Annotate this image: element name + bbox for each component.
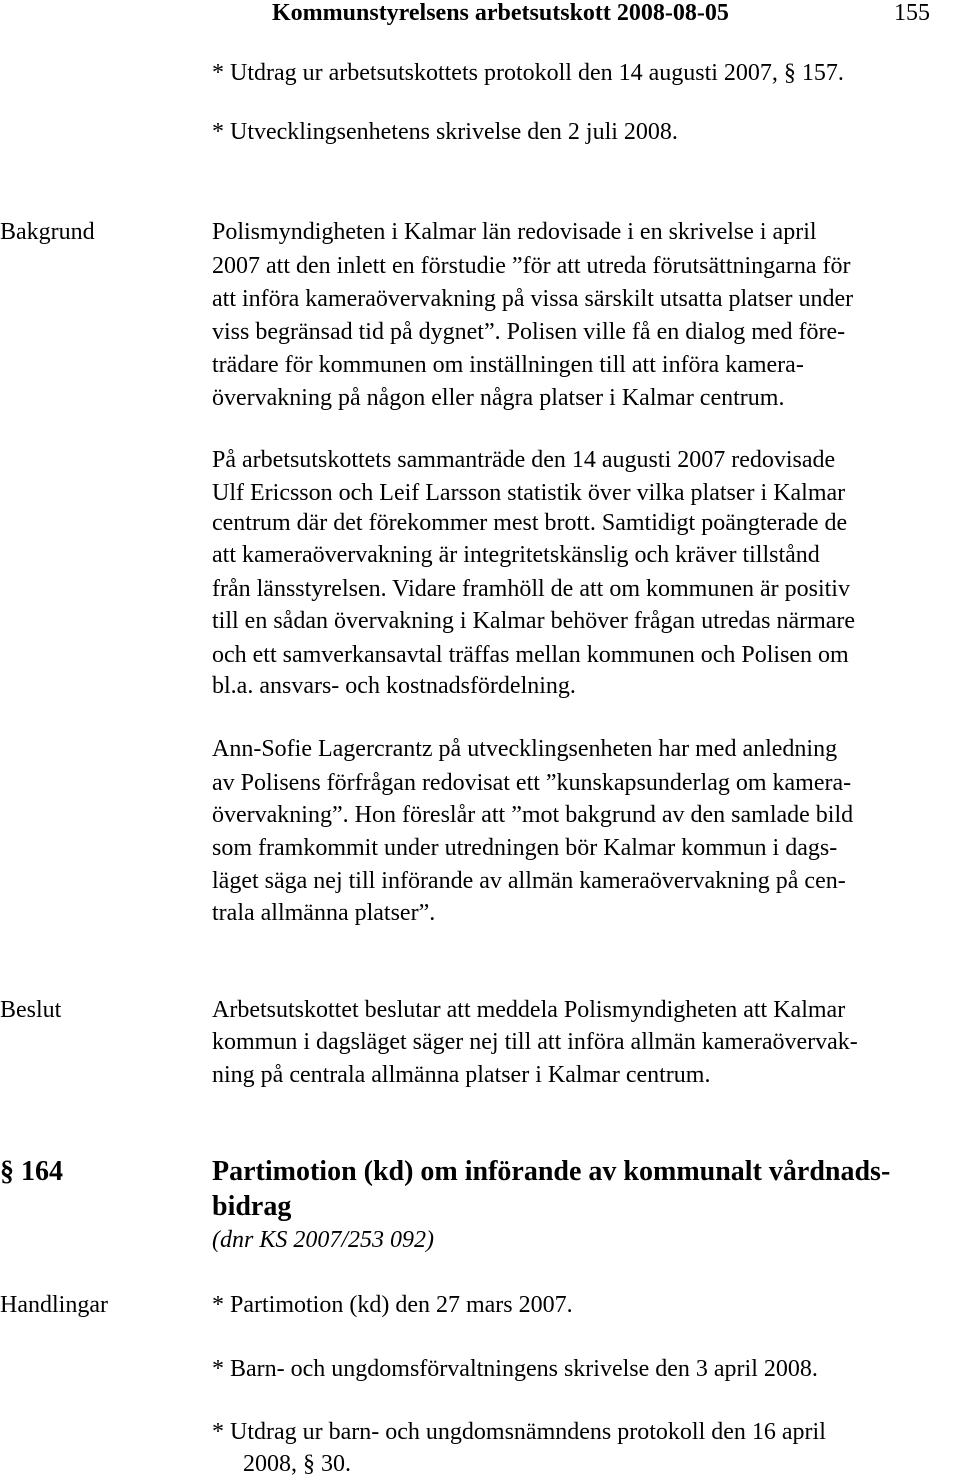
text-line: läget säga nej till införande av allmän kameraövervakning på cen- <box>212 868 846 894</box>
text-line: viss begränsad tid på dygnet”. Polisen ville få en dialog med före- <box>212 319 846 345</box>
list-item-continuation: 2008, § 30. <box>243 1451 351 1477</box>
text-line: från länsstyrelsen. Vidare framhöll de att om kommunen är positiv <box>212 576 850 602</box>
text-line: som framkommit under utredningen bör Kalmar kommun i dags- <box>212 835 838 861</box>
list-item: * Partimotion (kd) den 27 mars 2007. <box>212 1292 573 1318</box>
text-line: Polismyndigheten i Kalmar län redovisade i en skrivelse i april <box>212 219 817 245</box>
section-number: § 164 <box>0 1156 63 1187</box>
text-line: Arbetsutskottet beslutar att meddela Polismyndigheten att Kalmar <box>212 997 846 1023</box>
text-line: Ann-Sofie Lagercrantz på utvecklingsenheten har med anledning <box>212 736 838 762</box>
text-line: trala allmänna platser”. <box>212 900 436 926</box>
text-line: 2007 att den inlett en förstudie ”för att utreda förutsättningarna för <box>212 253 851 279</box>
page-number: 155 <box>894 0 930 26</box>
text-line: att kameraövervakning är integritetskänslig och kräver tillstånd <box>212 542 820 568</box>
text-line: att införa kameraövervakning på vissa särskilt utsatta platser under <box>212 286 854 312</box>
reference-item: * Utdrag ur arbetsutskottets protokoll den 14 augusti 2007, § 157. <box>212 60 844 86</box>
text-line: kommun i dagsläget säger nej till att införa allmän kameraövervak- <box>212 1029 858 1055</box>
text-line: övervakning på någon eller några platser i Kalmar centrum. <box>212 385 785 411</box>
section-title: bidrag <box>212 1191 292 1222</box>
text-line: av Polisens förfrågan redovisat ett ”kunskapsunderlag om kamera- <box>212 770 852 796</box>
list-item: * Barn- och ungdomsförvaltningens skrivelse den 3 april 2008. <box>212 1356 818 1382</box>
list-item: * Utdrag ur barn- och ungdomsnämndens protokoll den 16 april <box>212 1419 826 1445</box>
document-header-title: Kommunstyrelsens arbetsutskott 2008-08-05 <box>272 0 729 26</box>
text-line: centrum där det förekommer mest brott. Samtidigt poängterade de <box>212 510 848 536</box>
text-line: till en sådan övervakning i Kalmar behöver frågan utredas närmare <box>212 608 856 634</box>
text-line: bl.a. ansvars- och kostnadsfördelning. <box>212 673 576 699</box>
reference-item: * Utvecklingsenhetens skrivelse den 2 juli 2008. <box>212 119 678 145</box>
bakgrund-label: Bakgrund <box>0 219 95 245</box>
text-line: och ett samverkansavtal träffas mellan kommunen och Polisen om <box>212 642 849 668</box>
text-line: Ulf Ericsson och Leif Larsson statistik över vilka platser i Kalmar <box>212 480 846 506</box>
section-dnr: (dnr KS 2007/253 092) <box>212 1227 434 1253</box>
handlingar-label: Handlingar <box>0 1292 108 1318</box>
text-line: trädare för kommunen om inställningen till att införa kamera- <box>212 352 804 378</box>
text-line: ning på centrala allmänna platser i Kalmar centrum. <box>212 1062 711 1088</box>
text-line: På arbetsutskottets sammanträde den 14 augusti 2007 redovisade <box>212 447 836 473</box>
text-line: övervakning”. Hon föreslår att ”mot bakgrund av den samlade bild <box>212 802 854 828</box>
beslut-label: Beslut <box>0 997 62 1023</box>
section-title: Partimotion (kd) om införande av kommunalt vårdnads- <box>212 1156 891 1187</box>
